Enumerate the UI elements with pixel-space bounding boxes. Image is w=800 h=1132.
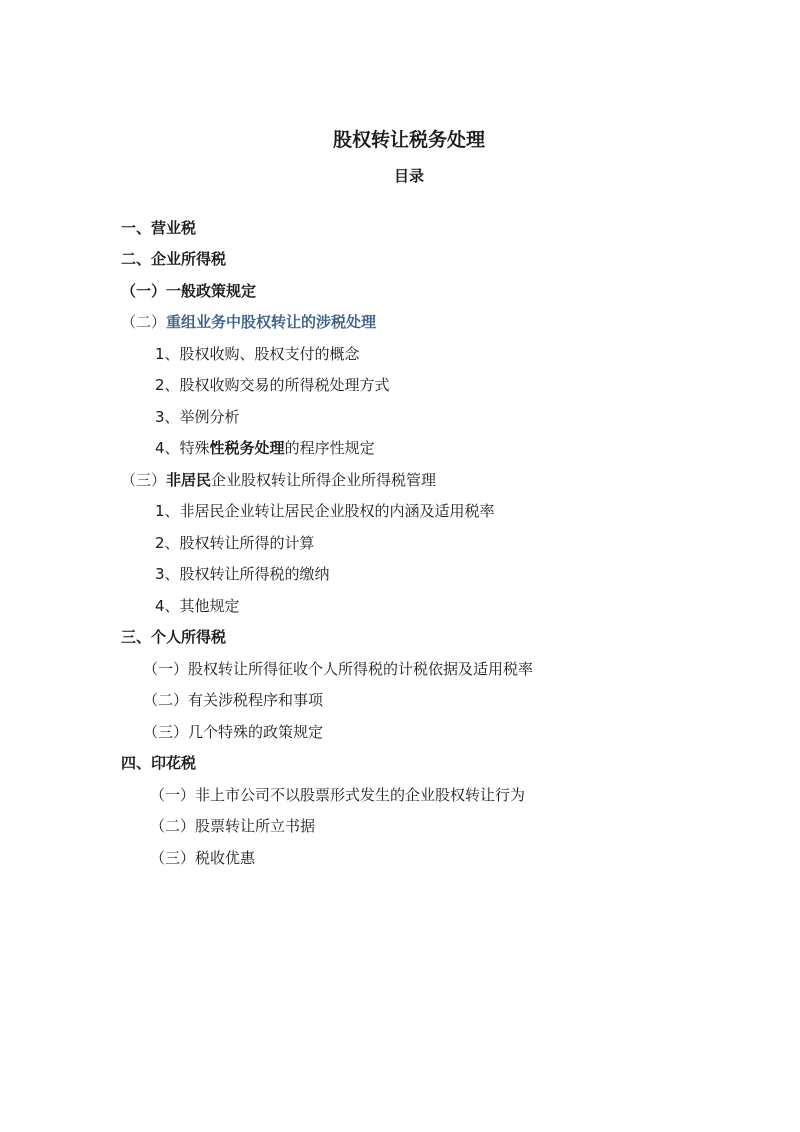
toc-item-label: 3、举例分析 bbox=[155, 408, 240, 426]
toc-item-non-resident[interactable] bbox=[121, 469, 436, 491]
document-title: 股权转让税务处理 bbox=[332, 129, 485, 151]
toc-item-label: （三）税收优惠 bbox=[150, 849, 256, 867]
toc-item-label: （一）一般政策规定 bbox=[121, 282, 257, 300]
toc-item-label: （二）股票转让所立书据 bbox=[150, 817, 316, 835]
toc-item-corporate-income-tax[interactable] bbox=[121, 248, 226, 270]
toc-item-link-label: 重组业务中股权转让的涉税处理 bbox=[166, 313, 377, 331]
toc-item-bold-part: 性税务处理 bbox=[209, 439, 285, 457]
toc-item-label: 1、非居民企业转让居民企业股权的内涵及适用税率 bbox=[155, 502, 495, 520]
toc-item-special-tax-procedure[interactable] bbox=[155, 437, 375, 459]
toc-item-label: 二、企业所得税 bbox=[121, 250, 227, 268]
toc-item-tax-incentives[interactable] bbox=[150, 847, 255, 869]
toc-item-stock-transfer-docs[interactable] bbox=[150, 815, 315, 837]
toc-item-label: （二）有关涉税程序和事项 bbox=[143, 691, 324, 709]
toc-item-label: （一）股权转让所得征收个人所得税的计税依据及适用税率 bbox=[143, 660, 534, 678]
toc-item-special-policies[interactable] bbox=[143, 721, 323, 743]
toc-item-equity-acquisition-concept[interactable] bbox=[155, 343, 360, 365]
toc-item-bold-part: 非居民 bbox=[166, 471, 212, 489]
toc-item-tax-basis-rate[interactable] bbox=[143, 658, 533, 680]
toc-item-business-tax[interactable] bbox=[121, 217, 196, 239]
toc-item-example-analysis[interactable] bbox=[155, 406, 240, 428]
toc-item-suffix: 企业股权转让所得企业所得税管理 bbox=[211, 471, 437, 489]
toc-item-restructuring[interactable] bbox=[121, 311, 376, 333]
toc-item-label: 2、股权转让所得的计算 bbox=[155, 534, 315, 552]
toc-item-individual-income-tax[interactable] bbox=[121, 626, 226, 648]
toc-item-suffix: 的程序性规定 bbox=[284, 439, 375, 457]
toc-item-label: 三、个人所得税 bbox=[121, 628, 227, 646]
toc-item-income-calculation[interactable] bbox=[155, 532, 315, 554]
toc-item-tax-payment[interactable] bbox=[155, 563, 330, 585]
toc-item-label: 2、股权收购交易的所得税处理方式 bbox=[155, 376, 390, 394]
toc-item-label: 1、股权收购、股权支付的概念 bbox=[155, 345, 360, 363]
toc-item-unlisted-transfer[interactable] bbox=[150, 784, 525, 806]
toc-item-stamp-duty[interactable] bbox=[121, 752, 196, 774]
toc-item-general-policy[interactable] bbox=[121, 280, 256, 302]
toc-heading: 目录 bbox=[393, 167, 424, 185]
toc-item-label: 4、其他规定 bbox=[155, 597, 240, 615]
toc-item-label: 一、营业税 bbox=[121, 219, 197, 237]
toc-item-income-tax-treatment[interactable] bbox=[155, 374, 390, 396]
toc-item-label: （三）几个特殊的政策规定 bbox=[143, 723, 324, 741]
toc-item-procedures[interactable] bbox=[143, 689, 323, 711]
toc-item-prefix: 4、特殊 bbox=[155, 439, 210, 457]
toc-item-label: 3、股权转让所得税的缴纳 bbox=[155, 565, 330, 583]
toc-item-prefix: （三） bbox=[121, 471, 167, 489]
toc-item-non-resident-scope[interactable] bbox=[155, 500, 495, 522]
toc-item-prefix: （二） bbox=[121, 313, 167, 331]
toc-item-label: （一）非上市公司不以股票形式发生的企业股权转让行为 bbox=[150, 786, 526, 804]
toc-item-label: 四、印花税 bbox=[121, 754, 197, 772]
toc-item-other-rules[interactable] bbox=[155, 595, 240, 617]
